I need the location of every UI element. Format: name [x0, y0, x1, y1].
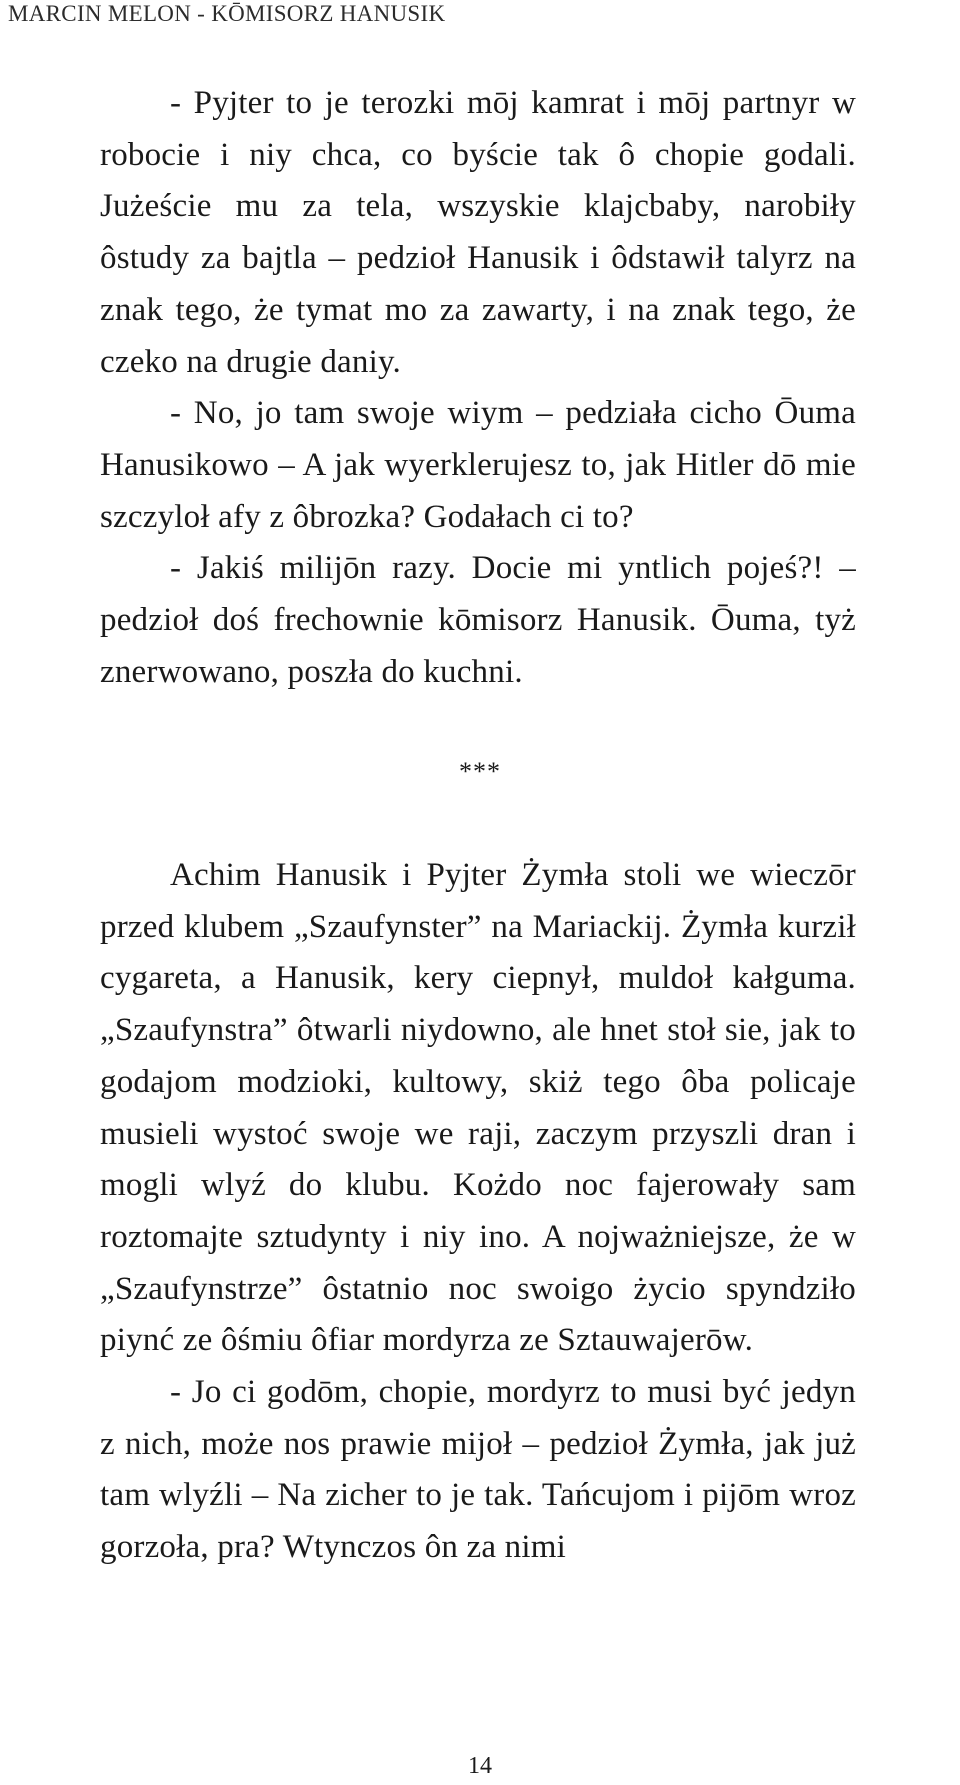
paragraph: Achim Hanusik i Pyjter Żymła stoli we wieczōr przed klubem „Szaufynster” na Mariackij. Żymła kurził cygareta, a Hanusik, kery ciepnył, muldoł kałguma. „Szaufynstra” ôtwarli niydowno, ale hnet stoł sie, jak to godajom modzioki, kultowy, skiż tego ôba policaje musieli wystoć swoje we raji, zaczym przyszli dran i mogli wlyź do klubu. Kożdo noc fajerowały sam roztomajte sztudynty i niy ino. A nojważniejsze, że w „Szaufynstrze” ôstatnio noc swoigo życio spyndziło piynć ze ôśmiu ôfiar mordyrza ze Sztauwajerōw. — [100, 857, 856, 1359]
paragraph: - Jo ci godōm, chopie, mordyrz to musi być jedyn z nich, może nos prawie mijoł – pedzioł Żymła, jak już tam wlyźli – Na zicher to je tak. Tańcujom i pijōm wroz gorzoła, pra? Wtynczos ôn za nimi — [100, 1374, 856, 1566]
paragraph: - No, jo tam swoje wiym – pedziała cicho Ōuma Hanusikowo – A jak wyerklerujesz to, jak Hitler dō mie szczyloł afy z ôbrozka? Godałach ci to? — [100, 395, 856, 535]
paragraph: - Pyjter to je terozki mōj kamrat i mōj partnyr w robocie i niy chca, co byście tak ô chopie godali. Jużeście mu za tela, wszyskie klajcbaby, narobiły ôstudy za bajtla – pedzioł Hanusik i ôdstawił talyrz na znak tego, że tymat mo za zawarty, i na znak tego, że czeko na drugie daniy. — [100, 85, 856, 380]
page-number: 14 — [468, 1753, 492, 1779]
text-section-2 — [100, 850, 856, 1574]
text-section-1 — [100, 78, 856, 698]
paragraph: - Jakiś milijōn razy. Docie mi yntlich pojeś?! – pedzioł doś frechownie kōmisorz Hanusik. Ōuma, tyż znerwowano, poszła do kuchni. — [100, 550, 856, 690]
running-header: MARCIN MELON - KŌMISORZ HANUSIK — [8, 1, 446, 26]
scene-break: *** — [459, 757, 501, 786]
